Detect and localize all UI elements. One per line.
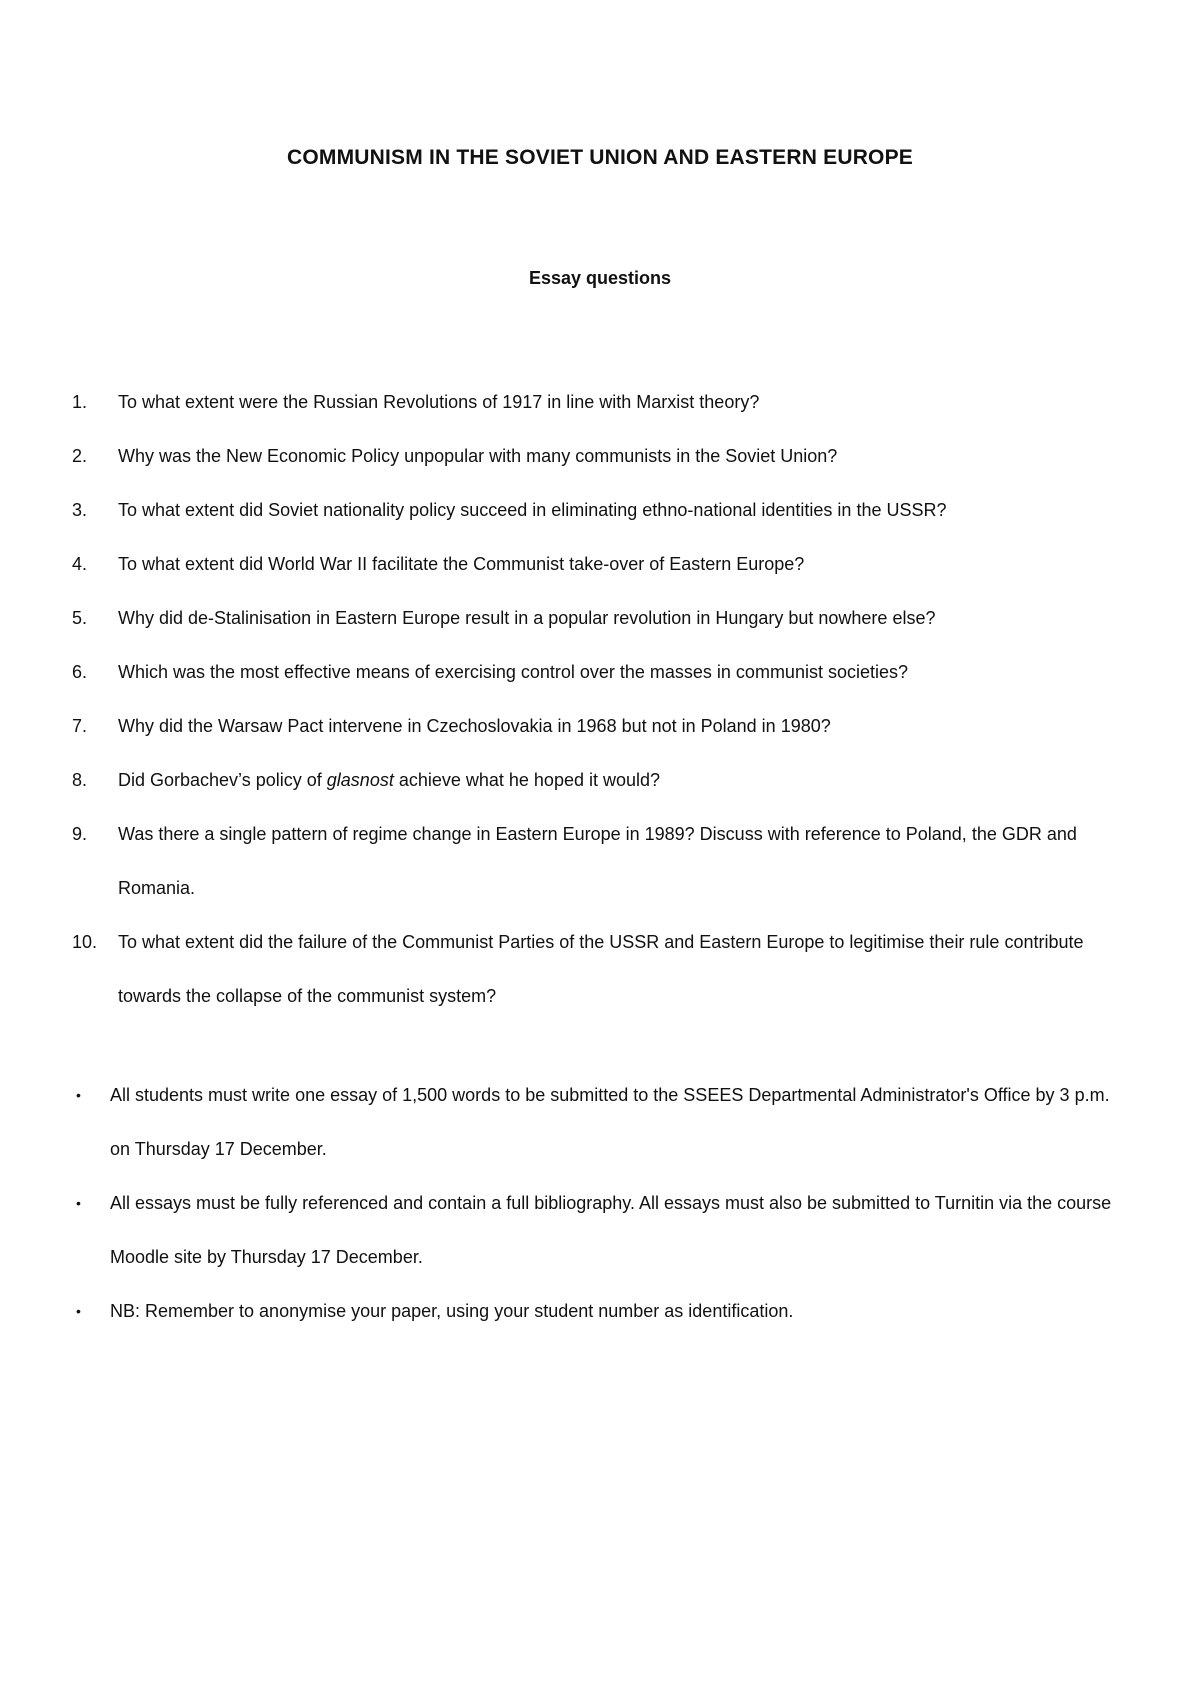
essay-question: [72, 375, 1132, 429]
question-number: 6.: [72, 662, 88, 682]
question-number: 5.: [72, 608, 88, 628]
question-text: To what extent were the Russian Revolutions of 1917 in line with Marxist theory?: [118, 392, 760, 412]
question-text-start: Did Gorbachev’s policy of: [118, 770, 327, 790]
essay-question: [72, 807, 1132, 915]
note-text: NB: Remember to anonymise your paper, using your student number as identification.: [110, 1301, 794, 1321]
question-text-end: achieve what he hoped it would?: [393, 770, 661, 790]
note-text: All essays must be fully referenced and contain a full bibliography. All essays must also be submitted to Turnitin via the course Moodle site by Thursday 17 December.: [110, 1193, 1112, 1267]
question-text: Why was the New Economic Policy unpopular with many communists in the Soviet Union?: [118, 446, 838, 466]
essay-question: [72, 915, 1132, 1023]
submission-note: [72, 1284, 1132, 1338]
note-text: All students must write one essay of 1,500 words to be submitted to the SSEES Departmental Administrator's Office by 3 p.m. on Thursday 17 December.: [110, 1085, 1110, 1159]
question-text-italic-term: glasnost: [326, 770, 394, 790]
bullet-icon: •: [76, 1195, 81, 1211]
submission-notes-list: [72, 1068, 1132, 1338]
question-number: 1.: [72, 392, 88, 412]
question-number: 7.: [72, 716, 88, 736]
question-text: Was there a single pattern of regime change in Eastern Europe in 1989? Discuss with reference to Poland, the GDR and Romania.: [118, 824, 1077, 898]
question-text: Why did the Warsaw Pact intervene in Czechoslovakia in 1968 but not in Poland in 1980?: [118, 716, 831, 736]
question-text: To what extent did Soviet nationality policy succeed in eliminating ethno-national identities in the USSR?: [118, 500, 947, 520]
question-text: Which was the most effective means of exercising control over the masses in communist societies?: [118, 662, 908, 682]
question-text: To what extent did the failure of the Communist Parties of the USSR and Eastern Europe to legitimise their rule contribute towards the collapse of the communist system?: [118, 932, 1084, 1006]
question-number: 3.: [72, 500, 88, 520]
essay-question-list: [72, 375, 1132, 1023]
essay-question: [72, 483, 1132, 537]
question-number: 2.: [72, 446, 88, 466]
submission-note: [72, 1068, 1132, 1176]
bullet-icon: •: [76, 1087, 81, 1103]
question-number: 4.: [72, 554, 88, 574]
question-text: Why did de-Stalinisation in Eastern Europe result in a popular revolution in Hungary but nowhere else?: [118, 608, 936, 628]
question-number: 8.: [72, 770, 88, 790]
question-number: 9.: [72, 824, 88, 844]
page-subtitle: Essay questions: [528, 268, 672, 288]
bullet-icon: •: [76, 1303, 81, 1319]
question-text: [118, 770, 660, 790]
essay-question: [72, 699, 1132, 753]
essay-question: [72, 591, 1132, 645]
page-title: COMMUNISM IN THE SOVIET UNION AND EASTERN EUROPE: [286, 146, 914, 169]
essay-question: [72, 429, 1132, 483]
submission-note: [72, 1176, 1132, 1284]
question-number: 10.: [72, 932, 98, 952]
essay-question: [72, 537, 1132, 591]
question-text: To what extent did World War II facilitate the Communist take-over of Eastern Europe?: [118, 554, 805, 574]
essay-question: [72, 645, 1132, 699]
essay-question: [72, 753, 1132, 807]
